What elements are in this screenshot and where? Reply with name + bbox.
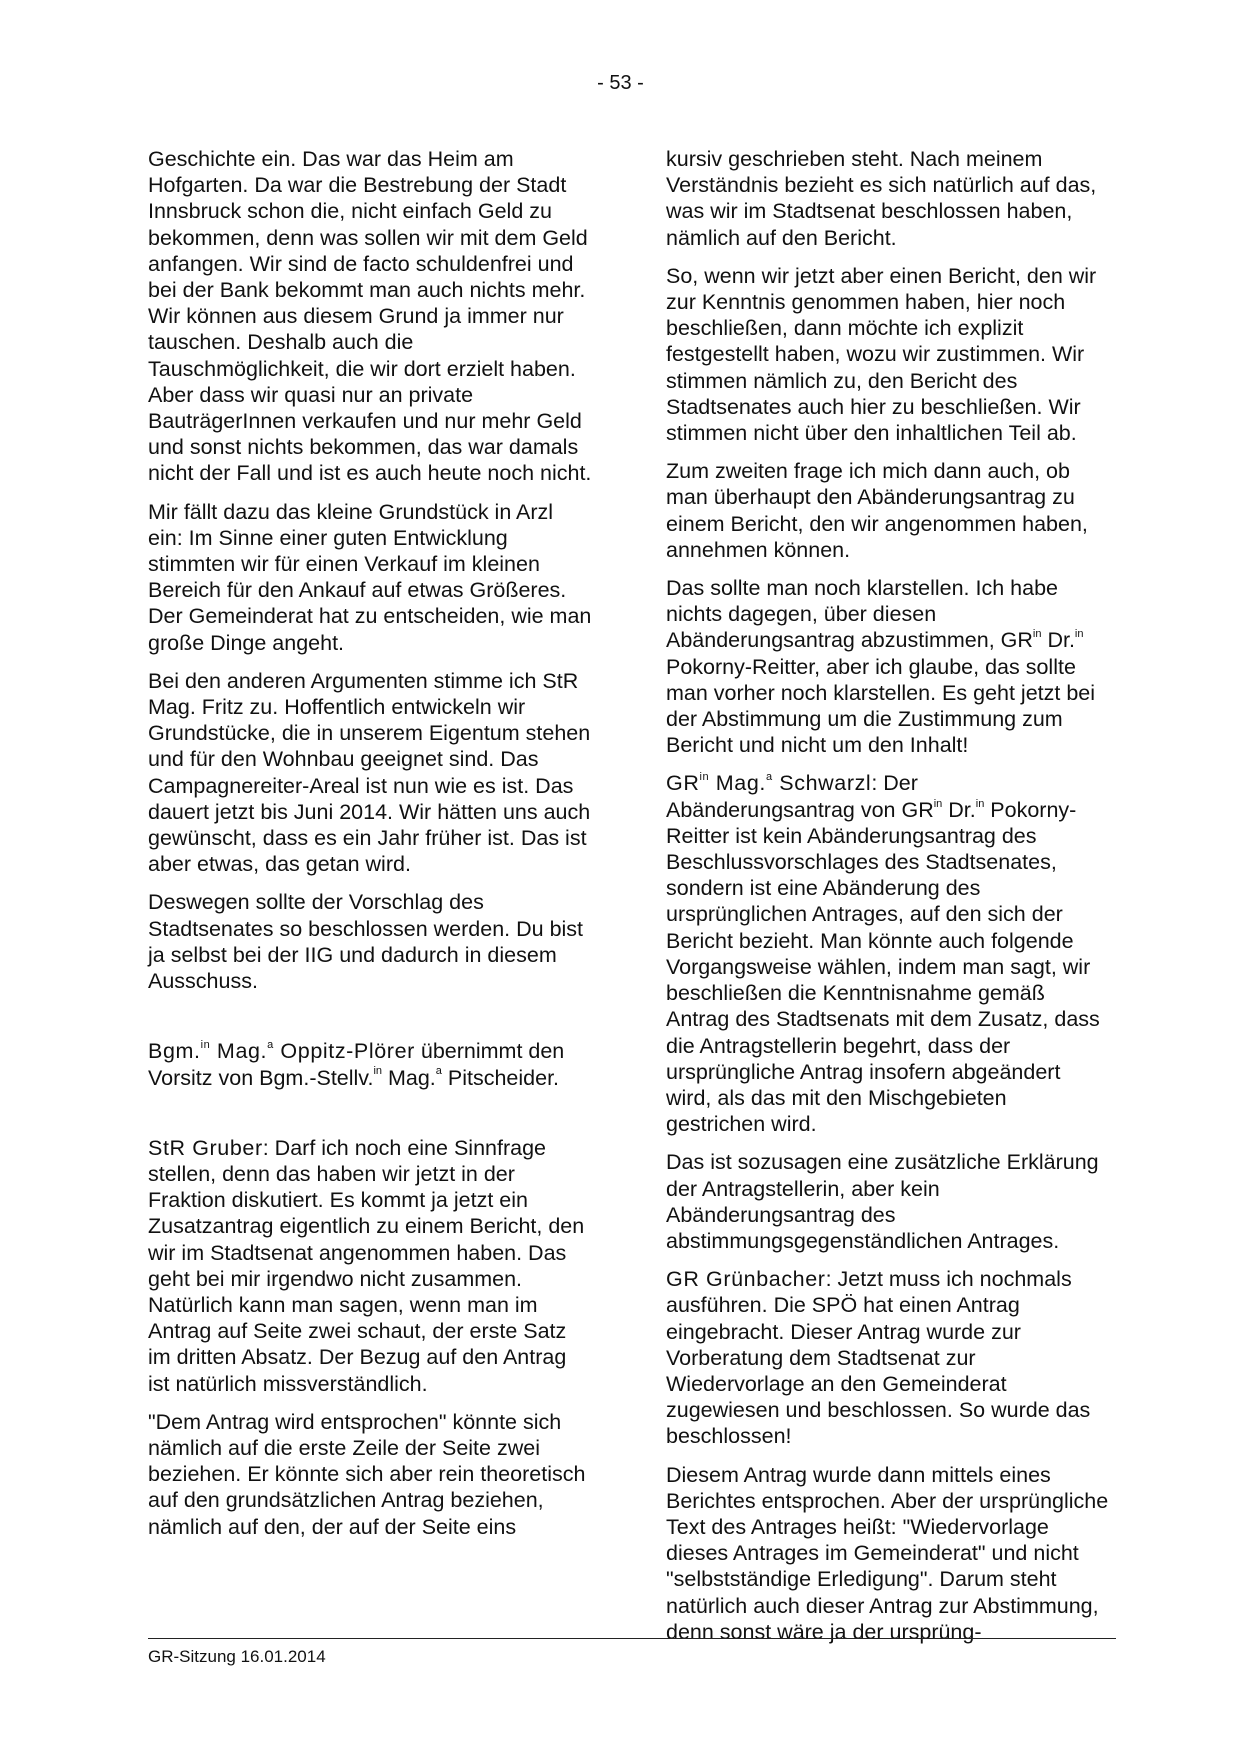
- paragraph: Bei den anderen Argumenten stimme ich StR Mag. Fritz zu. Hoffentlich entwickeln wir Grundstücke, die in unserem Eigentum stehen und für den Wohnbau geeignet sind. Das Campagnereiter-Areal ist nun wie es ist. Das dauert jetzt bis Juni 2014. Wir hätten uns auch gewünscht, dass es ein Jahr früher ist. Das ist aber etwas, das getan wird.: [148, 668, 591, 877]
- paragraph: Geschichte ein. Das war das Heim am Hofgarten. Da war die Bestrebung der Stadt Innsbruck schon die, nicht einfach Geld zu bekommen, denn was sollen wir mit dem Geld anfangen. Wir sind de facto schuldenfrei und bei der Bank bekommt man auch nichts mehr. Wir können aus diesem Grund ja immer nur tauschen. Deshalb auch die Tauschmöglichkeit, die wir dort erzielt haben. Aber dass wir quasi nur an private BauträgerInnen verkaufen und nur mehr Geld und sonst nichts bekommen, das war damals nicht der Fall und ist es auch heute noch nicht.: [148, 147, 592, 486]
- speech-gruenbacher: GR Grünbacher: Jetzt muss ich nochmals ausführen. Die SPÖ hat einen Antrag eingebracht. Dieser Antrag wurde zur Vorberatung dem Stadtsenat zur Wiedervorlage an den Gemeinderat zugewiesen und beschlossen. So wurde das beschlossen!: [666, 1267, 1091, 1449]
- speech-gruber: StR Gruber: Darf ich noch eine Sinnfrage stellen, denn das haben wir jetzt in der Fraktion diskutiert. Es kommt ja jetzt ein Zusatzantrag eigentlich zu einem Bericht, den wir im Stadtsenat angenommen haben. Das geht bei mir irgendwo nicht zusammen. Natürlich kann man sagen, wenn man im Antrag auf Seite zwei schaut, der erste Satz im dritten Absatz. Der Bezug auf den Antrag ist natürlich missverständlich.: [148, 1135, 585, 1396]
- speaker-name: $GR^{in}$ Mag.$^a$ Schwarzl: [666, 771, 872, 796]
- speech-schwarzl: $GR^{in}$ Mag.$^a$ Schwarzl: Der Abänderungsantrag von $GR^{in}$ Dr.$^{in}$ Pokorny-Reitter ist kein Abänderungsantrag des Beschlussvorschlages des Stadtsenates, sondern ist eine Abänderung des ursprünglichen Antrages, auf den sich der Bericht bezieht. Man könnte auch folgende Vorgangsweise wählen, indem man sagt, wir beschließen die Kenntnisnahme gemäß Antrag des Stadtsenats mit dem Zusatz, dass die Antragstellerin begehrt, dass der ursprüngliche Antrag insofern abgeändert wird, als das mit den Mischgebieten gestrichen wird.: [666, 771, 1100, 1137]
- paragraph: Zum zweiten frage ich mich dann auch, ob man überhaupt den Abänderungsantrag zu einem Bericht, den wir angenommen haben, annehmen können.: [666, 459, 1088, 562]
- left-column: [148, 146, 593, 1552]
- page-number: - 53 -: [597, 72, 644, 94]
- paragraph: Deswegen sollte der Vorschlag des Stadtsenates so beschlossen werden. Du bist ja selbst bei der IIG und dadurch in diesem Ausschuss.: [148, 890, 584, 994]
- paragraph: So, wenn wir jetzt aber einen Bericht, den wir zur Kenntnis genommen haben, hier noch beschließen, dann möchte ich explizit festgestellt haben, wozu wir zustimmen. Wir stimmen nämlich zu, den Bericht des Stadtsenates auch hier zu beschließen. Wir stimmen nicht über den inhaltlichen Teil ab.: [666, 263, 1097, 446]
- paragraph: Mir fällt dazu das kleine Grundstück in Arzl ein: Im Sinne einer guten Entwicklung stimmten wir für einen Verkauf im kleinen Bereich für den Ankauf auf etwas Größeres. Der Gemeinderat hat zu entscheiden, wie man große Dinge angeht.: [148, 499, 592, 655]
- speaker-name: GR Grünbacher: [666, 1267, 826, 1292]
- footer-divider: [148, 1638, 1116, 1639]
- paragraph: "Dem Antrag wird entsprochen" könnte sich nämlich auf die erste Zeile der Seite zwei beziehen. Er könnte sich aber rein theoretisch auf den grundsätzlichen Antrag beziehen, nämlich auf den, der auf der Seite eins: [148, 1409, 586, 1539]
- paragraph: Diesem Antrag wurde dann mittels eines Berichtes entsprochen. Aber der ursprüngliche Text des Antrages heißt: "Wiedervorlage dieses Antrages im Gemeinderat" und nicht "selbstständige Erledigung". Darum steht natürlich auch dieser Antrag zur Abstimmung, denn sonst wäre ja der ursprüng-: [666, 1462, 1109, 1644]
- chair-change-note: Bgm.$^{in}$ Mag.$^a$ Oppitz-Plörer übernimmt den Vorsitz von Bgm.-Stellv.$^{in}$ Mag.$^a$ Pitscheider.: [148, 1039, 565, 1090]
- paragraph: kursiv geschrieben steht. Nach meinem Verständnis bezieht es sich natürlich auf das, was wir im Stadtsenat beschlossen haben, nämlich auf den Bericht.: [666, 147, 1097, 250]
- paragraph: Das sollte man noch klarstellen. Ich habe nichts dagegen, über diesen Abänderungsantrag abzustimmen, $GR^{in}$ Dr.$^{in}$ Pokorny-Reitter, aber ich glaube, das sollte man vorher noch klarstellen. Es geht jetzt bei der Abstimmung um die Zustimmung zum Bericht und nicht um den Inhalt!: [666, 576, 1096, 758]
- paragraph: Das ist sozusagen eine zusätzliche Erklärung der Antragstellerin, aber kein Abänderungsantrag des abstimmungsgegenständlichen Antrages.: [666, 1150, 1099, 1253]
- speaker-name: Bgm.$^{in}$ Mag.$^a$ Oppitz-Plörer: [148, 1039, 415, 1064]
- speaker-name: StR Gruber: [148, 1135, 263, 1160]
- right-column: [666, 146, 1111, 1657]
- footer-session: GR-Sitzung 16.01.2014: [148, 1647, 326, 1666]
